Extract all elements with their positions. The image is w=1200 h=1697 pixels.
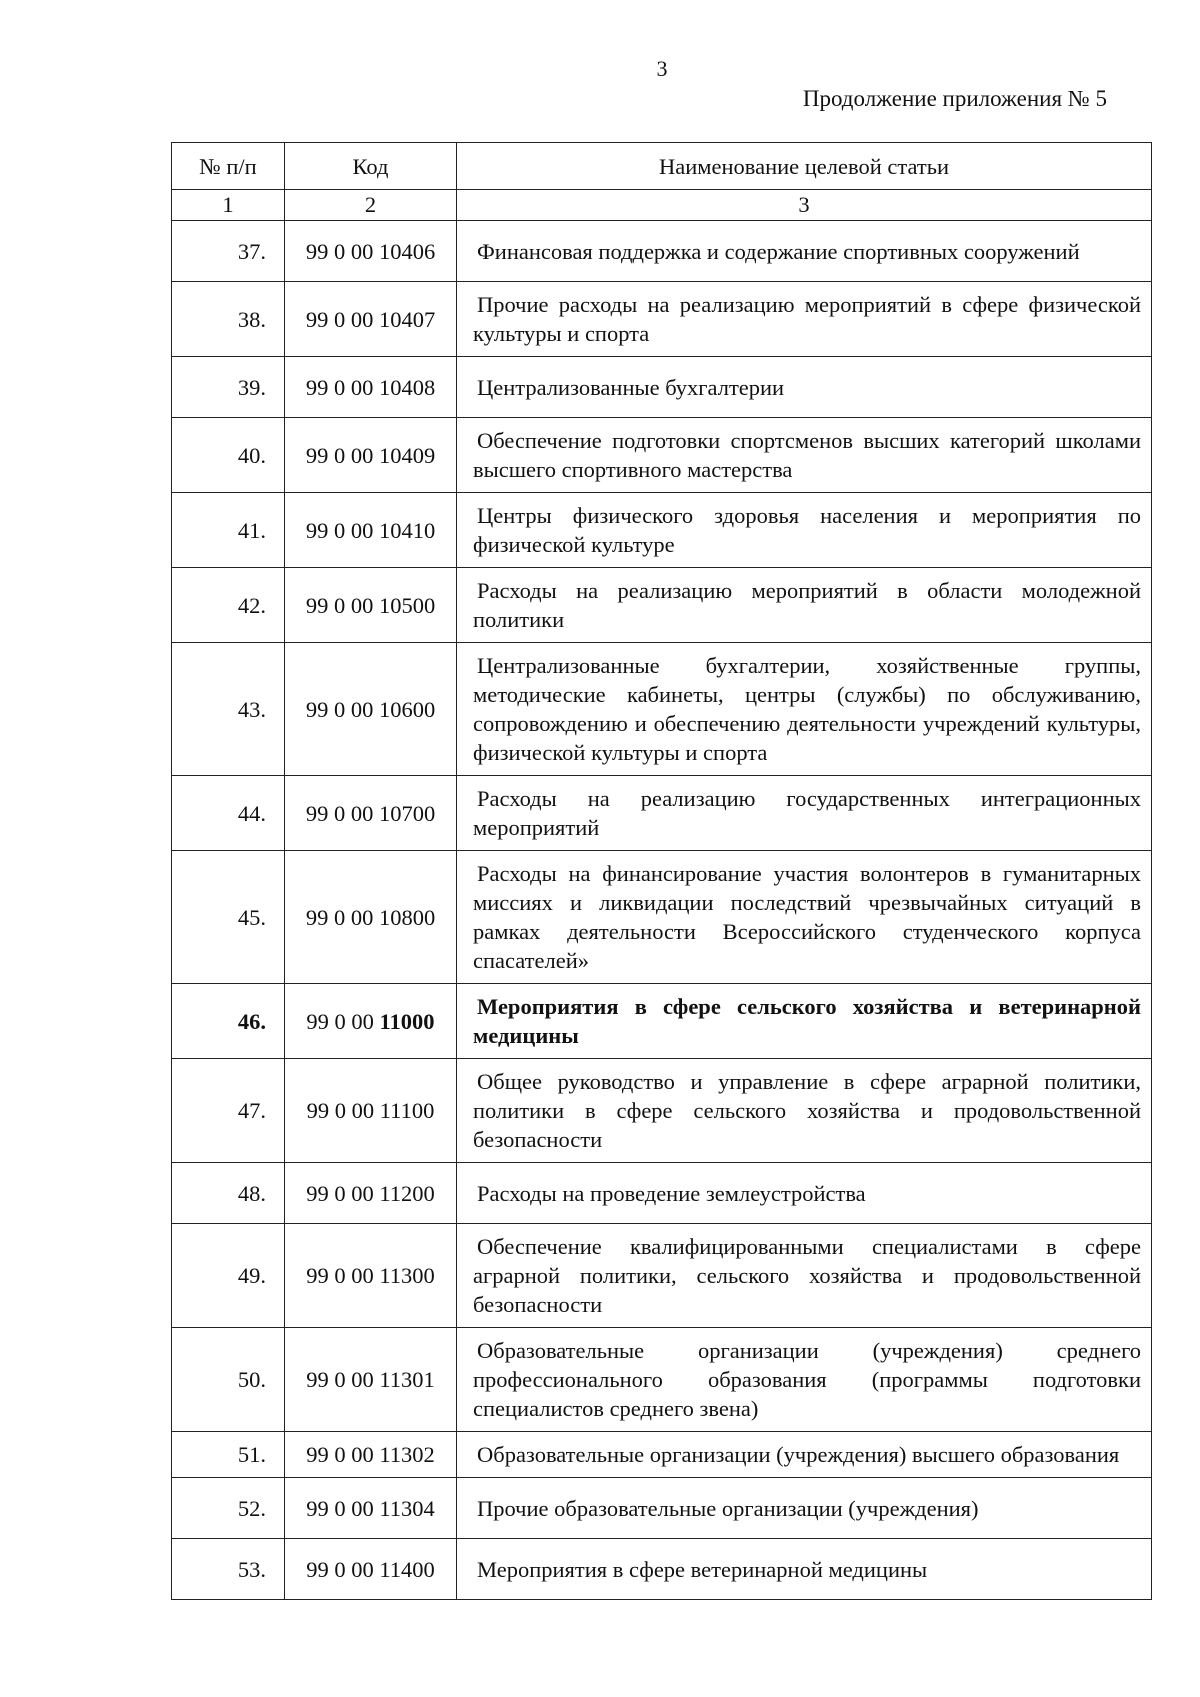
row-code — [285, 357, 457, 418]
row-code — [285, 282, 457, 357]
row-name — [457, 1059, 1152, 1163]
column-number-1: 1 — [172, 190, 285, 221]
row-code-prefix: 99 0 00 10407 — [305, 306, 436, 332]
row-name — [457, 568, 1152, 643]
column-number-2: 2 — [285, 190, 457, 221]
row-code-prefix: 99 0 00 10409 — [305, 442, 436, 468]
table-row — [172, 1163, 1152, 1224]
row-name — [457, 1432, 1152, 1478]
row-name — [457, 282, 1152, 357]
row-name-text: Финансовая поддержка и содержание спортивных сооружений — [477, 238, 1080, 264]
row-number: 45. — [172, 851, 285, 984]
row-code-prefix: 99 0 00 10406 — [305, 238, 436, 264]
table-row — [172, 221, 1152, 282]
row-code — [285, 221, 457, 282]
row-name — [457, 1539, 1152, 1600]
header-number: № п/п — [172, 143, 285, 190]
row-code-prefix: 99 0 00 10600 — [305, 696, 436, 722]
row-code — [285, 1328, 457, 1432]
row-name-text: Обеспечение подготовки спортсменов высших категорий школами высшего спортивного мастерства — [473, 428, 1141, 482]
row-number: 51. — [172, 1432, 285, 1478]
header-code: Код — [285, 143, 457, 190]
table-row — [172, 851, 1152, 984]
row-code — [285, 1163, 457, 1224]
row-number: 38. — [172, 282, 285, 357]
row-number: 40. — [172, 418, 285, 493]
row-code — [285, 1432, 457, 1478]
row-name-text: Центры физического здоровья населения и мероприятия по физической культуре — [473, 503, 1141, 557]
row-number: 49. — [172, 1224, 285, 1328]
row-name — [457, 221, 1152, 282]
row-code-prefix: 99 0 00 11200 — [306, 1180, 435, 1206]
table-row — [172, 1539, 1152, 1600]
row-code-prefix: 99 0 00 10408 — [305, 374, 436, 400]
row-name — [457, 984, 1152, 1059]
table-row — [172, 984, 1152, 1059]
row-name — [457, 493, 1152, 568]
table-row — [172, 568, 1152, 643]
row-name-text: Образовательные организации (учреждения) высшего образования — [477, 1442, 1120, 1467]
row-name-text: Общее руководство и управление в сфере аграрной политики, политики в сфере сельского хозяйства и продовольственной безопасности — [473, 1069, 1141, 1152]
row-name-text: Расходы на финансирование участия волонтеров в гуманитарных миссиях и ликвидации последствий чрезвычайных ситуаций в рамках деятельности Всероссийского студенческого корпуса спасателей» — [473, 861, 1141, 973]
row-number: 42. — [172, 568, 285, 643]
row-name — [457, 1163, 1152, 1224]
row-number: 48. — [172, 1163, 285, 1224]
table-header-row — [172, 143, 1152, 190]
row-number: 53. — [172, 1539, 285, 1600]
row-name-text: Расходы на проведение землеустройства — [477, 1180, 866, 1206]
appendix-continuation-title: Продолжение приложения № 5 — [802, 86, 1107, 111]
row-name — [457, 1328, 1152, 1432]
row-code-suffix: 11000 — [379, 1008, 435, 1034]
target-articles-table — [171, 142, 1152, 1600]
table-row — [172, 1478, 1152, 1539]
row-name — [457, 357, 1152, 418]
row-name-text: Расходы на реализацию мероприятий в области молодежной политики — [473, 578, 1141, 632]
column-number-row — [172, 190, 1152, 221]
row-name-text: Обеспечение квалифицированными специалистами в сфере аграрной политики, сельского хозяйства и продовольственной безопасности — [473, 1234, 1141, 1317]
row-name — [457, 776, 1152, 851]
row-name-text: Мероприятия в сфере сельского хозяйства и ветеринарной медицины — [473, 994, 1141, 1048]
row-code — [285, 568, 457, 643]
table-row — [172, 1224, 1152, 1328]
row-name — [457, 1478, 1152, 1539]
table-row — [172, 776, 1152, 851]
column-number-3: 3 — [457, 190, 1152, 221]
row-code — [285, 1224, 457, 1328]
row-number: 50. — [172, 1328, 285, 1432]
row-number: 44. — [172, 776, 285, 851]
row-code — [285, 1059, 457, 1163]
row-name — [457, 418, 1152, 493]
row-name — [457, 851, 1152, 984]
row-code — [285, 1539, 457, 1600]
table-row — [172, 643, 1152, 776]
row-name-text: Прочие расходы на реализацию мероприятий в сфере физической культуры и спорта — [473, 292, 1141, 346]
table-row — [172, 493, 1152, 568]
row-code-prefix: 99 0 00 10800 — [305, 904, 436, 930]
row-code-prefix: 99 0 00 11100 — [306, 1098, 435, 1123]
row-number: 43. — [172, 643, 285, 776]
row-code-prefix: 99 0 00 10700 — [305, 800, 436, 826]
row-name-text: Прочие образовательные организации (учреждения) — [477, 1495, 979, 1521]
row-number: 52. — [172, 1478, 285, 1539]
row-code — [285, 643, 457, 776]
row-code — [285, 1478, 457, 1539]
row-code-prefix: 99 0 00 — [306, 1008, 380, 1034]
row-code-prefix: 99 0 00 11301 — [306, 1367, 435, 1392]
row-code-prefix: 99 0 00 11300 — [306, 1263, 435, 1288]
header-name: Наименование целевой статьи — [457, 143, 1152, 190]
row-code-prefix: 99 0 00 10410 — [305, 517, 436, 543]
row-number: 41. — [172, 493, 285, 568]
row-number: 39. — [172, 357, 285, 418]
table-row — [172, 357, 1152, 418]
row-code — [285, 984, 457, 1059]
row-code — [285, 776, 457, 851]
table-row — [172, 1432, 1152, 1478]
table-row — [172, 1059, 1152, 1163]
row-code-prefix: 99 0 00 10500 — [305, 592, 436, 618]
row-code-prefix: 99 0 00 11304 — [306, 1495, 435, 1521]
page-number: 3 — [656, 56, 668, 81]
table-row — [172, 282, 1152, 357]
row-code-prefix: 99 0 00 11302 — [306, 1442, 435, 1467]
table-row — [172, 418, 1152, 493]
row-name-text: Образовательные организации (учреждения) среднего профессионального образования (программы подготовки специалистов среднего звена) — [473, 1338, 1141, 1421]
row-name — [457, 643, 1152, 776]
row-name-text: Централизованные бухгалтерии, хозяйственные группы, методические кабинеты, центры (службы) по обслуживанию, сопровождению и обеспечению деятельности учреждений культуры, физической культуры и спорта — [473, 653, 1141, 765]
table-row — [172, 1328, 1152, 1432]
row-code — [285, 851, 457, 984]
row-name — [457, 1224, 1152, 1328]
row-code-prefix: 99 0 00 11400 — [306, 1556, 435, 1582]
row-number: 47. — [172, 1059, 285, 1163]
row-name-text: Расходы на реализацию государственных интеграционных мероприятий — [473, 786, 1141, 840]
row-number: 37. — [172, 221, 285, 282]
row-code — [285, 418, 457, 493]
row-number: 46. — [172, 984, 285, 1059]
row-code — [285, 493, 457, 568]
row-name-text: Мероприятия в сфере ветеринарной медицины — [477, 1556, 928, 1582]
row-name-text: Централизованные бухгалтерии — [477, 374, 785, 400]
